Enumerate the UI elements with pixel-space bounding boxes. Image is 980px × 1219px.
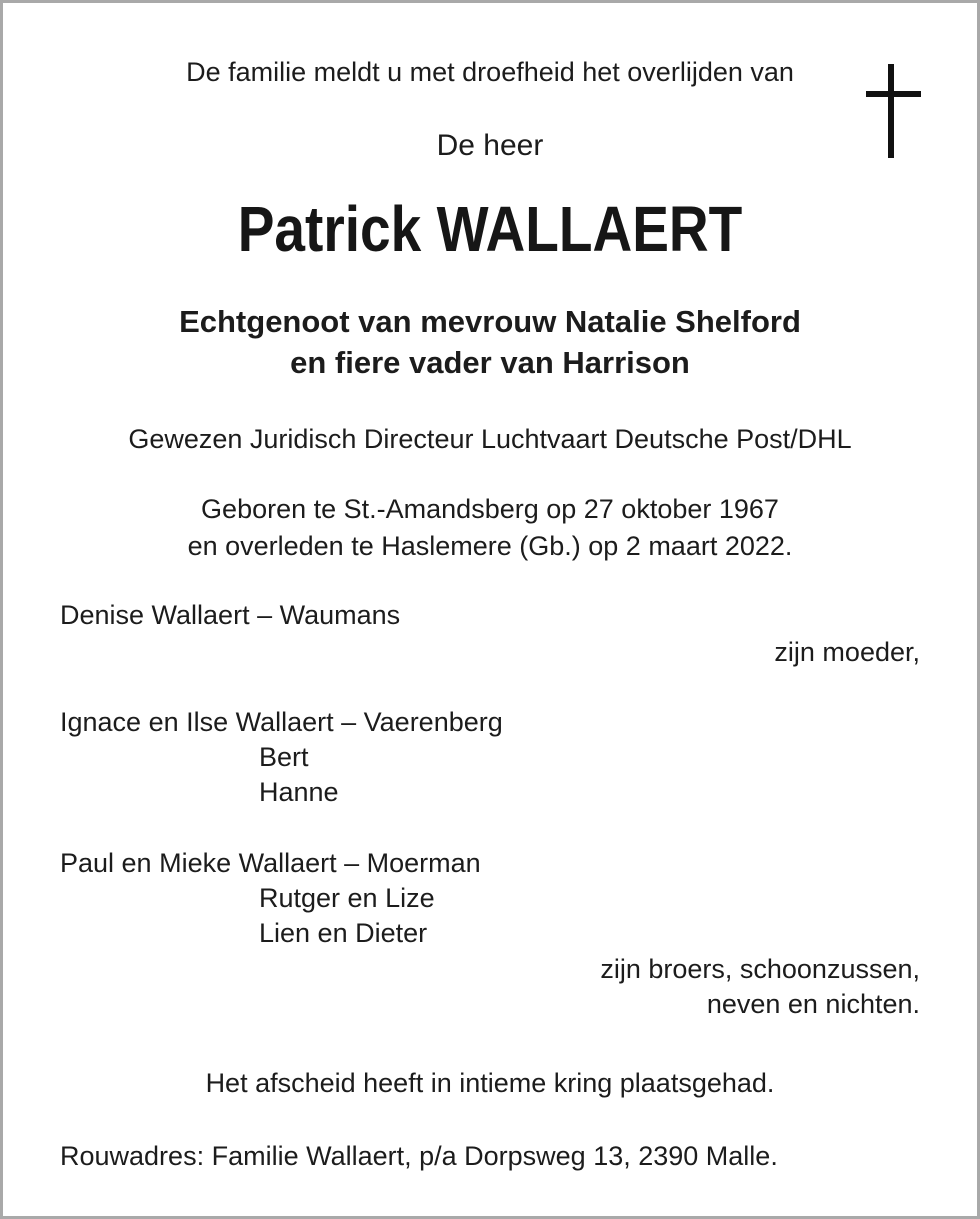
brother1-child: Bert xyxy=(259,742,309,772)
birth-line: Geboren te St.-Amandsberg op 27 oktober 1967 xyxy=(201,494,779,524)
death-line: en overleden te Haslemere (Gb.) op 2 maart 2022. xyxy=(187,531,793,561)
brother1-child: Hanne xyxy=(259,777,339,807)
mourning-address: Rouwadres: Familie Wallaert, p/a Dorpsweg 13, 2390 Malle. xyxy=(60,1141,778,1171)
brother1-family: Ignace en Ilse Wallaert – Vaerenberg xyxy=(60,707,503,737)
profession-line: Gewezen Juridisch Directeur Luchtvaart Deutsche Post/DHL xyxy=(128,424,852,454)
father-line: en fiere vader van Harrison xyxy=(290,345,690,380)
cross-icon-horizontal-bar xyxy=(866,91,921,97)
brother2-family: Paul en Mieke Wallaert – Moerman xyxy=(60,848,481,878)
siblings-relation-line: neven en nichten. xyxy=(706,989,920,1019)
mother-relation: zijn moeder, xyxy=(774,637,920,667)
farewell-text: Het afscheid heeft in intieme kring plaatsgehad. xyxy=(205,1068,775,1098)
mother-name: Denise Wallaert – Waumans xyxy=(60,600,401,630)
spouse-line: Echtgenoot van mevrouw Natalie Shelford xyxy=(179,304,801,339)
deceased-name: Patrick WALLAERT xyxy=(237,193,743,265)
intro-text: De familie meldt u met droefheid het overlijden van xyxy=(186,57,794,87)
brother2-child: Lien en Dieter xyxy=(259,918,428,948)
siblings-relation-line: zijn broers, schoonzussen, xyxy=(600,954,920,984)
brother2-child: Rutger en Lize xyxy=(259,883,435,913)
salutation: De heer xyxy=(436,129,544,162)
